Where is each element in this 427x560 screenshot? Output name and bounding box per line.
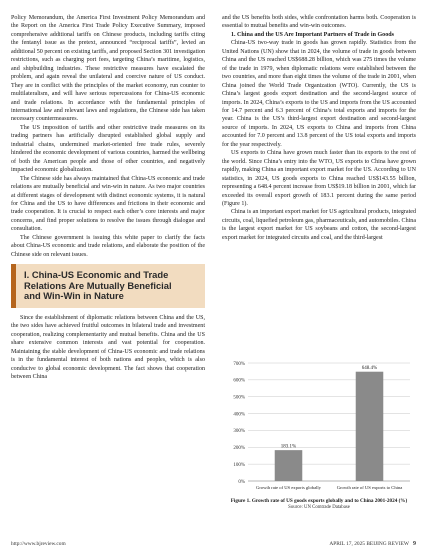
paragraph: China is an important export market for US agricultural products, integrated circuits, coal, liquefied petroleum gas, pharmaceuticals, and automobiles. China is the largest export market for US soybeans and cotton, the second-largest export market for integrated circuits and coal, and the third-largest: [222, 209, 416, 241]
y-tick-label: 300%: [233, 429, 245, 435]
y-tick-label: 100%: [233, 462, 245, 468]
y-tick-label: 700%: [233, 361, 245, 367]
figure-1: [222, 355, 416, 523]
subsection-heading: 1. China and the US Are Important Partners of Trade in Goods: [231, 31, 394, 38]
y-tick-label: 0%: [238, 479, 245, 485]
footer-issue: [329, 541, 416, 547]
bar: [356, 372, 384, 481]
left-column: [11, 14, 205, 382]
figure-source: Source: UN Comtrade Database: [288, 505, 350, 510]
footer-url: http://www.bjreview.com: [11, 541, 66, 547]
x-tick-label: Growth rate of US exports globally: [256, 485, 321, 490]
y-tick-label: 400%: [233, 412, 245, 418]
paragraph: The Chinese government is issuing this white paper to clarify the facts about China-US economic and trade relations, and elaborate the position of the Chinese side on relevant issues.: [11, 234, 205, 258]
page-number: 9: [413, 541, 416, 547]
data-label: 183.1%: [280, 444, 297, 450]
figure-caption: Figure 1. Growth rate of US goods exports globally and to China 2001-2024 (%): [230, 498, 408, 504]
section-heading-line: Relations Are Mutually Beneficial: [24, 279, 172, 291]
paragraph: US exports to China have grown much faster than its exports to the rest of the world. Since China’s entry into the WTO, US exports to China have grown rapidly, making China an important export market for the US. According to UN statistics, in 2024, US goods exports to China reached US$143.55 billion, representing a 648.4 percent increase from US$19.18 billion in 2001, which far exceeded its overall export growth of 183.1 percent during the same period (Figure 1).: [222, 150, 416, 207]
data-label: 648.4%: [361, 366, 378, 372]
section-heading-line: and Win-Win in Nature: [24, 290, 124, 302]
paragraph: The Chinese side has always maintained that China-US economic and trade relations are mutually beneficial and win-win in nature. As two major countries at different stages of development with distinct economic systems, it is natural for China and the US to have differences and frictions in their economic and trade cooperation. It is crucial to respect each other’s core interests and major concerns, and find proper solutions to resolve the issues through dialogue and consultation.: [11, 175, 205, 233]
section-heading-box: [11, 264, 205, 308]
paragraph: The US imposition of tariffs and other restrictive trade measures on its trading partners has artificially disrupted established global supply and industrial chains, undermined market-oriented free trade rules, severely hindered the economic development of various countries, harmed the wellbeing of both the American people and those of other countries, and negatively impacted economic globalization.: [11, 124, 205, 174]
paragraph: China-US two-way trade in goods has grown rapidly. Statistics from the United Nations (UN) show that in 2024, the volume of trade in goods between China and the US reached US$688.28 billion, which was 275 times the volume of the trade in 1979, when diplomatic relations were established between the two countries, and more than eight times the volume of the trade in 2001, when China joined the World Trade Organization (WTO). Currently, the US is China’s largest goods export destination and the second-largest source of imports. In 2024, China’s exports to the US and imports from the US accounted for 14.7 percent and 6.3 percent of China’s total exports and imports for the year. China is the US’s third-largest export destination and second-largest source of imports. In 2024, US exports to China and imports from China accounted for 7.0 percent and 13.8 percent of the US total exports and imports for the year respectively.: [222, 40, 416, 148]
x-tick-label: Growth rate of US exports to China: [336, 485, 403, 490]
bar: [275, 450, 303, 481]
footer-issue-text: APRIL 17, 2025 BEIJING REVIEW: [329, 541, 409, 547]
y-tick-label: 500%: [233, 395, 245, 401]
section-heading-line: I. China-US Economic and Trade: [24, 269, 169, 281]
paragraph: Since the establishment of diplomatic relations between China and the US, the two sides have achieved fruitful outcomes in bilateral trade and investment cooperation, realizing complementarity and mutual benefits. China and the US share extensive common interests and vast potential for cooperation. Maintaining the stable development of China-US economic and trade relations is in the fundamental interest of both nations and peoples, which is also conducive to global economic development. The fact shows that cooperation between China: [11, 314, 205, 381]
paragraph: Policy Memorandum, the America First Investment Policy Memorandum and the Report on the America First Trade Policy Executive Summary, imposed comprehensive additional tariffs on Chinese products, including tariffs citing the fentanyl issue as the pretext, announced “reciprocal tariffs”, levied an additional 50 percent on existing tariffs, and proposed Section 301 investigation restrictions, such as charging port fees, targeting China’s maritime, logistics, and shipbuilding industries. These restrictive measures have escalated the problem, and again reveal the unilateral and coercive nature of US conduct. They are in conflict with the principles of the market economy, run counter to multilateralism, and will have serious repercussions for China-US economic and trade relations. In accordance with the fundamental principles of international law and relevant laws and regulations, the Chinese side has taken necessary countermeasures.: [11, 15, 205, 123]
paragraph: and the US benefits both sides, while confrontation harms both. Cooperation is essential to mutual benefits and win-win outcomes.: [222, 15, 416, 30]
right-column: [222, 14, 416, 242]
y-tick-label: 600%: [233, 378, 245, 384]
bar-chart: [222, 355, 416, 497]
y-tick-label: 200%: [233, 446, 245, 452]
